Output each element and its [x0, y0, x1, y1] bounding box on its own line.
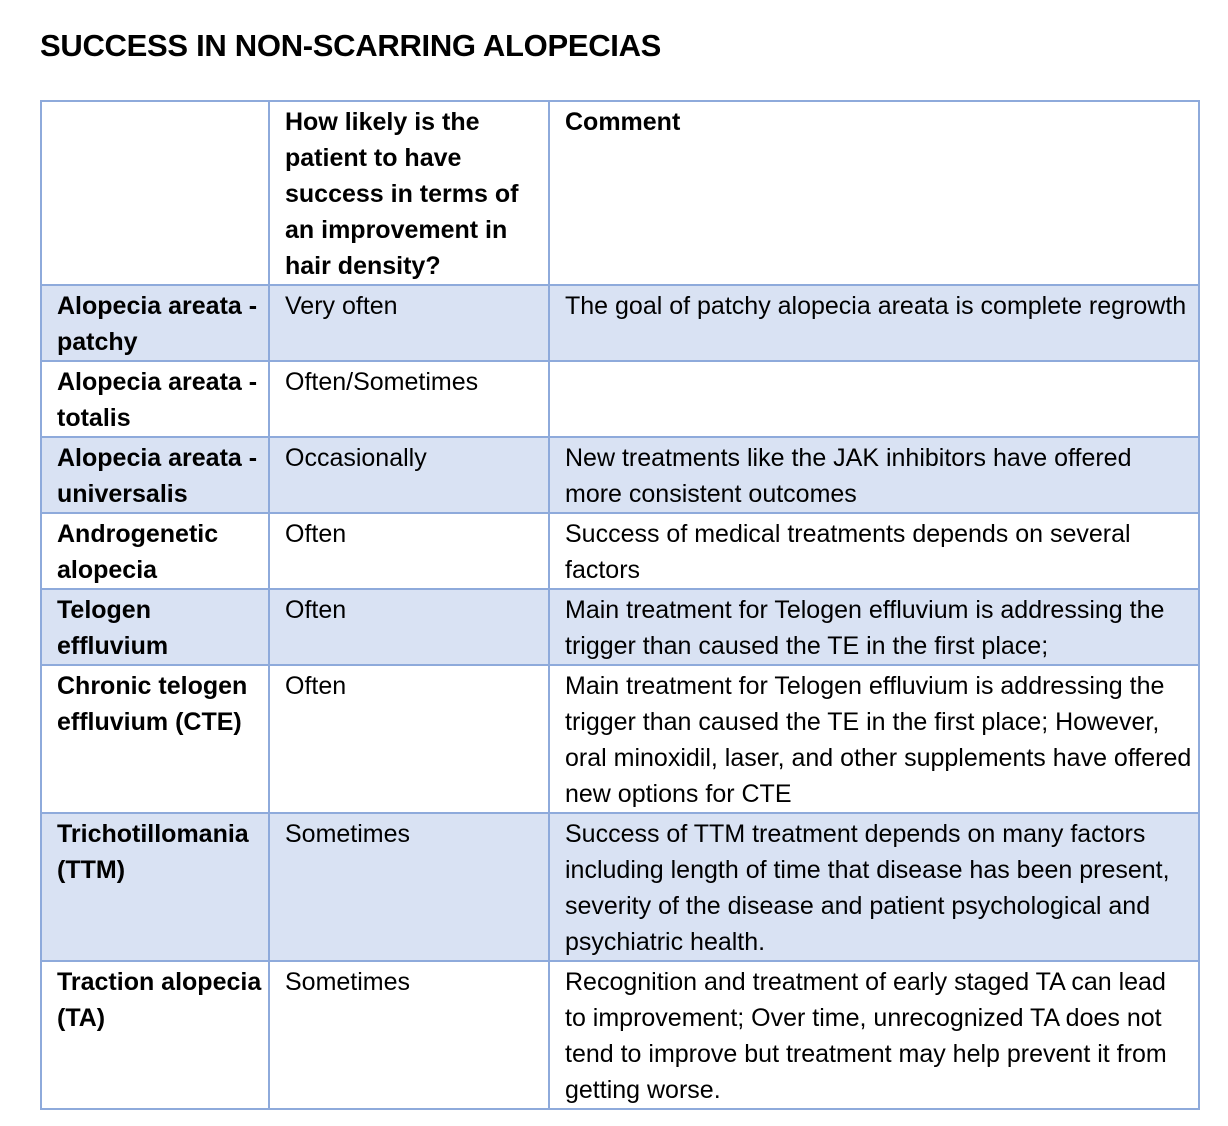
- header-cell-likelihood: How likely is the patient to have success in terms of an improvement in hair density?: [269, 101, 549, 285]
- comment-cell: Success of TTM treatment depends on many factors including length of time that disease has been present, severity of the disease and patient psychological and psychiatric health.: [549, 813, 1199, 961]
- condition-cell: Androgenetic alopecia: [41, 513, 269, 589]
- condition-cell: Telogen effluvium: [41, 589, 269, 665]
- likelihood-cell: Sometimes: [269, 961, 549, 1109]
- comment-cell: Main treatment for Telogen effluvium is addressing the trigger than caused the TE in the first place; However, oral minoxidil, laser, and other supplements have offered new options for CTE: [549, 665, 1199, 813]
- header-cell-condition: [41, 101, 269, 285]
- condition-cell: Alopecia areata - patchy: [41, 285, 269, 361]
- table-header-row: [41, 101, 1199, 285]
- table-row: [41, 961, 1199, 1109]
- comment-cell: [549, 361, 1199, 437]
- condition-cell: Alopecia areata - totalis: [41, 361, 269, 437]
- page-title: SUCCESS IN NON-SCARRING ALOPECIAS: [40, 28, 662, 63]
- alopecia-success-table: [40, 100, 1200, 1110]
- condition-cell: Trichotillomania (TTM): [41, 813, 269, 961]
- comment-cell: Main treatment for Telogen effluvium is addressing the trigger than caused the TE in the first place;: [549, 589, 1199, 665]
- comment-cell: The goal of patchy alopecia areata is complete regrowth: [549, 285, 1199, 361]
- likelihood-cell: Occasionally: [269, 437, 549, 513]
- likelihood-cell: Often: [269, 513, 549, 589]
- likelihood-cell: Sometimes: [269, 813, 549, 961]
- table-row: [41, 285, 1199, 361]
- table-row: [41, 361, 1199, 437]
- header-cell-comment: Comment: [549, 101, 1199, 285]
- table-row: [41, 513, 1199, 589]
- comment-cell: Success of medical treatments depends on several factors: [549, 513, 1199, 589]
- comment-cell: New treatments like the JAK inhibitors have offered more consistent outcomes: [549, 437, 1199, 513]
- condition-cell: Alopecia areata - universalis: [41, 437, 269, 513]
- likelihood-cell: Often: [269, 665, 549, 813]
- condition-cell: Chronic telogen effluvium (CTE): [41, 665, 269, 813]
- condition-cell: Traction alopecia (TA): [41, 961, 269, 1109]
- comment-cell: Recognition and treatment of early staged TA can lead to improvement; Over time, unrecognized TA does not tend to improve but treatment may help prevent it from getting worse.: [549, 961, 1199, 1109]
- likelihood-cell: Often/Sometimes: [269, 361, 549, 437]
- likelihood-cell: Very often: [269, 285, 549, 361]
- table-row: [41, 437, 1199, 513]
- likelihood-cell: Often: [269, 589, 549, 665]
- table-row: [41, 589, 1199, 665]
- table-row: [41, 813, 1199, 961]
- table-row: [41, 665, 1199, 813]
